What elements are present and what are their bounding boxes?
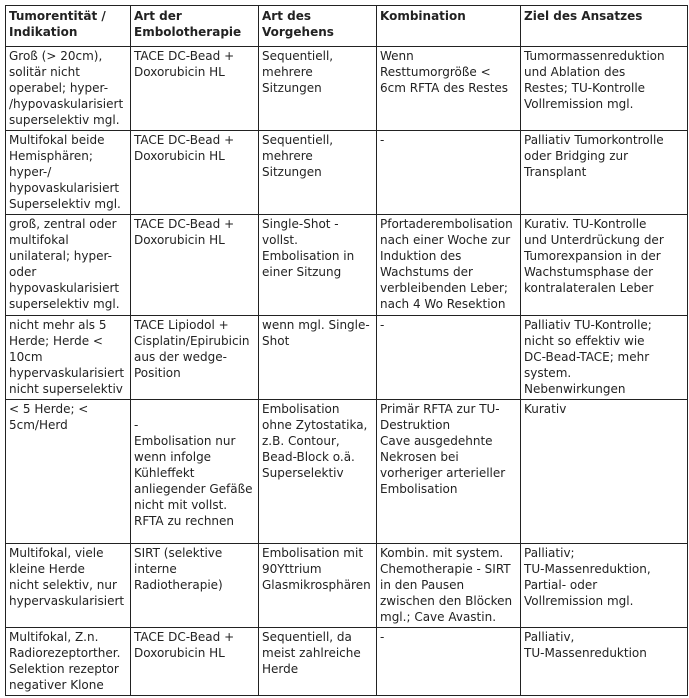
table-cell: Palliativ TU-Kontrolle; nicht so effektiv wie DC-Bead-TACE; mehr system. Nebenwirkungen <box>521 316 688 400</box>
table-cell: Palliativ; TU-Massenreduktion, Partial- oder Vollremission mgl. <box>521 544 688 628</box>
table-cell: - Embolisation nur wenn infolge Kühleffekt anliegender Gefäße nicht mit vollst. RFTA zu rechnen <box>131 400 259 544</box>
table-cell: Multifokal beide Hemisphären; hyper-/ hypovaskularisiert Superselektiv mgl. <box>6 131 131 215</box>
header-tumorentitaet: Tumorentität / Indikation <box>6 6 131 47</box>
table-row <box>6 131 688 215</box>
table-cell: groß, zentral oder multifokal unilateral; hyper- oder hypovaskularisiert superselektiv mgl. <box>6 215 131 316</box>
table-cell: Sequentiell, da meist zahlreiche Herde <box>259 628 377 696</box>
table-cell: wenn mgl. Single- Shot <box>259 316 377 400</box>
table-cell: TACE DC-Bead + Doxorubicin HL <box>131 628 259 696</box>
table-cell: Primär RFTA zur TU- Destruktion Cave ausgedehnte Nekrosen bei vorheriger arterieller Embolisation <box>377 400 521 544</box>
table-row <box>6 628 688 696</box>
table-row <box>6 316 688 400</box>
header-embolotherapie: Art der Embolotherapie <box>131 6 259 47</box>
table-cell: Palliativ, TU-Massenreduktion <box>521 628 688 696</box>
table-cell: Tumormassenreduktion und Ablation des Restes; TU-Kontrolle Vollremission mgl. <box>521 47 688 131</box>
table-cell: TACE DC-Bead + Doxorubicin HL <box>131 47 259 131</box>
table-cell: < 5 Herde; < 5cm/Herd <box>6 400 131 544</box>
table-cell: Embolisation ohne Zytostatika, z.B. Contour, Bead-Block o.ä. Superselektiv <box>259 400 377 544</box>
table-row <box>6 400 688 544</box>
table-cell: Sequentiell, mehrere Sitzungen <box>259 131 377 215</box>
header-kombination: Kombination <box>377 6 521 47</box>
table-cell: Pfortaderembolisation nach einer Woche zur Induktion des Wachstums der verbleibenden Leber; nach 4 Wo Resektion <box>377 215 521 316</box>
table-cell: Multifokal, Z.n. Radiorezeptorther. Selektion rezeptor negativer Klone <box>6 628 131 696</box>
table-row <box>6 47 688 131</box>
table-cell: TACE DC-Bead + Doxorubicin HL <box>131 131 259 215</box>
table-cell: Palliativ Tumorkontrolle oder Bridging zur Transplant <box>521 131 688 215</box>
table-cell: Single-Shot - vollst. Embolisation in einer Sitzung <box>259 215 377 316</box>
table-cell: Kombin. mit system. Chemotherapie - SIRT in den Pausen zwischen den Blöcken mgl.; Cave Avastin. <box>377 544 521 628</box>
table-cell: TACE Lipiodol + Cisplatin/Epirubicin aus der wedge- Position <box>131 316 259 400</box>
table-container <box>5 5 688 696</box>
table-cell: Multifokal, viele kleine Herde nicht selektiv, nur hypervaskularisiert <box>6 544 131 628</box>
table-row <box>6 215 688 316</box>
table-cell: Embolisation mit 90Yttrium Glasmikrosphären <box>259 544 377 628</box>
table-cell: TACE DC-Bead + Doxorubicin HL <box>131 215 259 316</box>
table-cell: Kurativ. TU-Kontrolle und Unterdrückung der Tumorexpansion in der Wachstumsphase der kontralateralen Leber <box>521 215 688 316</box>
table-cell: - <box>377 131 521 215</box>
header-ziel: Ziel des Ansatzes <box>521 6 688 47</box>
table-cell: - <box>377 316 521 400</box>
table-cell: Kurativ <box>521 400 688 544</box>
header-vorgehen: Art des Vorgehens <box>259 6 377 47</box>
table-header-row <box>6 6 688 47</box>
therapy-table <box>5 5 688 696</box>
table-cell: Groß (> 20cm), solitär nicht operabel; hyper- /hypovaskularisiert superselektiv mgl. <box>6 47 131 131</box>
table-cell: nicht mehr als 5 Herde; Herde < 10cm hypervaskularisiert nicht superselektiv <box>6 316 131 400</box>
table-row <box>6 544 688 628</box>
table-cell: Sequentiell, mehrere Sitzungen <box>259 47 377 131</box>
table-cell: Wenn Resttumorgröße < 6cm RFTA des Restes <box>377 47 521 131</box>
table-cell: SIRT (selektive interne Radiotherapie) <box>131 544 259 628</box>
table-cell: - <box>377 628 521 696</box>
